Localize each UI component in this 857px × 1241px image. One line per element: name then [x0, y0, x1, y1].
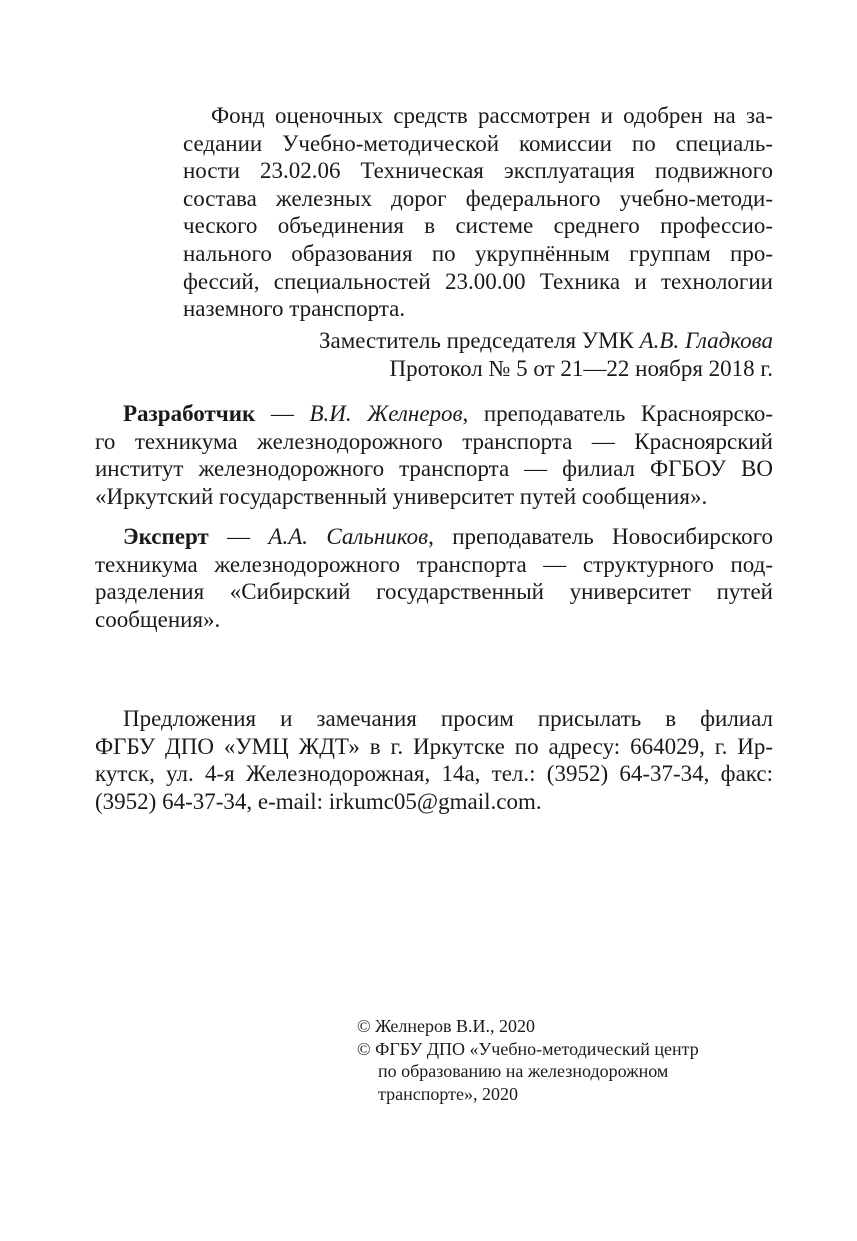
signature-role: Заместитель председателя УМК	[318, 328, 640, 353]
approval-line: ности 23.02.06 Техническая эксплуатация подвижного	[183, 158, 773, 184]
expert-name: А.А. Сальников	[268, 524, 429, 549]
approval-line: седании Учебно-методической комиссии по специаль-	[183, 130, 773, 156]
contacts-paragraph	[95, 705, 773, 815]
developer-name: В.И. Желнеров	[309, 401, 463, 426]
copyright-author: © Желнеров В.И., 2020	[357, 1016, 535, 1036]
developer-line: «Иркутский государственный университет путей сообщения».	[95, 483, 708, 509]
developer-line	[95, 400, 773, 428]
approval-line: наземного транспорта.	[183, 296, 406, 322]
contacts-line: Предложения и замечания просим присылать в филиал	[123, 706, 773, 731]
copyright-block	[357, 1015, 777, 1105]
expert-dash: —	[208, 524, 269, 549]
copyright-publisher-cont: по образованию на железнодорожном	[378, 1061, 669, 1081]
signature-block	[183, 327, 773, 382]
developer-paragraph	[95, 400, 773, 510]
expert-text: , преподаватель Новосибирского	[428, 524, 774, 549]
contacts-line: (3952) 64-37-34, e-mail: irkumc05@gmail.com.	[95, 788, 542, 814]
developer-label: Разработчик	[123, 401, 256, 426]
copyright-publisher: © ФГБУ ДПО «Учебно-методический центр	[357, 1038, 699, 1059]
expert-line: разделения «Сибирский государственный университет путей	[95, 579, 773, 605]
expert-line: сообщения».	[95, 606, 221, 632]
developer-line: институт железнодорожного транспорта — филиал ФГБОУ ВО	[95, 456, 773, 482]
signature-line	[183, 327, 773, 355]
approval-line: состава железных дорог федерального учебно-методи-	[183, 185, 773, 211]
expert-label: Эксперт	[123, 524, 209, 549]
contacts-line: кутск, ул. 4-я Железнодорожная, 14а, тел.: (3952) 64-37-34, факс:	[95, 761, 773, 787]
approval-line: нального образования по укрупнённым группам про-	[183, 240, 773, 266]
protocol-line: Протокол № 5 от 21—22 ноября 2018 г.	[389, 355, 773, 381]
approval-line: фессий, специальностей 23.00.00 Техника и технологии	[183, 268, 773, 294]
copyright-publisher-cont: транспорте», 2020	[378, 1083, 518, 1104]
developer-dash: —	[255, 401, 310, 426]
contacts-line: ФГБУ ДПО «УМЦ ЖДТ» в г. Иркутске по адресу: 664029, г. Ир-	[95, 733, 773, 759]
developer-line: го техникума железнодорожного транспорта — Красноярский	[95, 428, 773, 454]
expert-line	[95, 523, 773, 551]
expert-line: техникума железнодорожного транспорта — структурного под-	[95, 551, 773, 577]
expert-paragraph	[95, 523, 773, 633]
approval-paragraph	[183, 102, 773, 323]
signature-name: А.В. Гладкова	[639, 328, 773, 353]
approval-line: ческого объединения в системе среднего профессио-	[183, 213, 773, 239]
approval-line: Фонд оценочных средств рассмотрен и одобрен на за-	[211, 103, 773, 128]
developer-text: , преподаватель Красноярско-	[462, 401, 774, 426]
